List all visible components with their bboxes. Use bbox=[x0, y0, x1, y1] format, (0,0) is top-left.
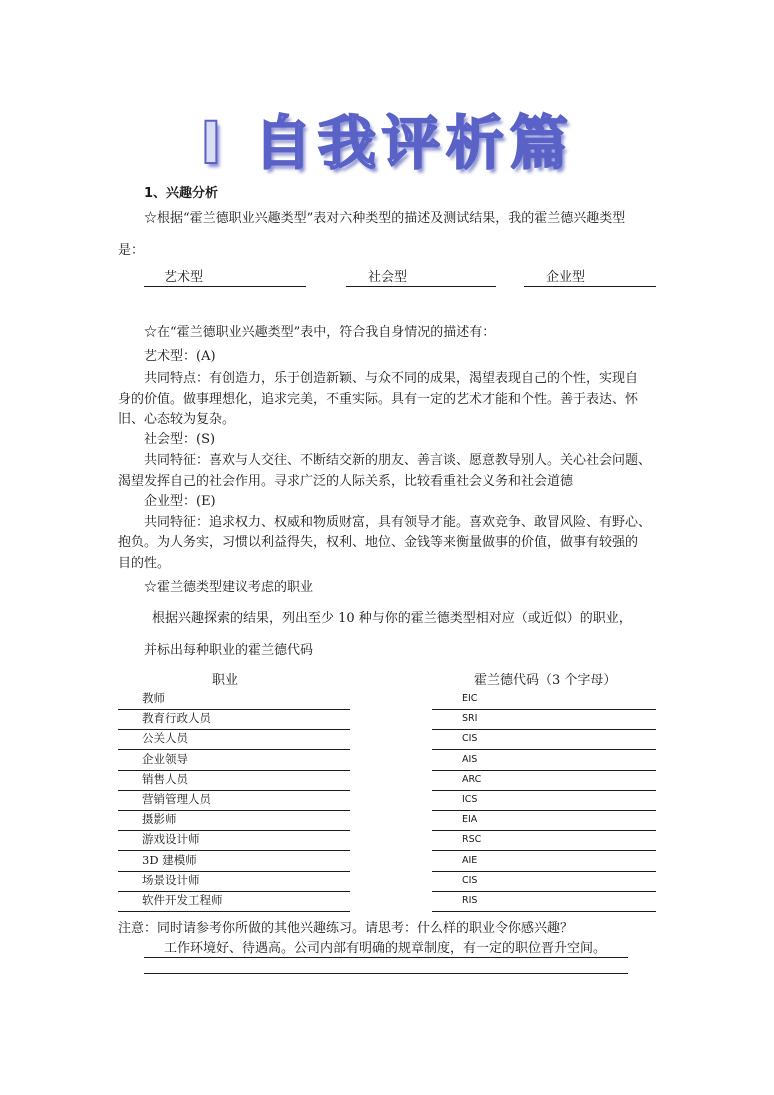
job-cell[interactable] bbox=[118, 811, 350, 831]
column-header-code: 霍兰德代码（3 个字母） bbox=[474, 673, 617, 688]
column-header-job: 职业 bbox=[212, 673, 239, 688]
job-cell[interactable] bbox=[118, 872, 350, 892]
social-label: 社会型：(S) bbox=[144, 432, 216, 447]
job-value: 3D 建模师 bbox=[142, 853, 197, 867]
careers-intro-line-1: 根据兴趣探索的结果，列出至少 10 种与你的霍兰德类型相对应（或近似）的职业， bbox=[152, 611, 632, 626]
job-value: 场景设计师 bbox=[142, 873, 200, 887]
type-field-3[interactable] bbox=[524, 266, 656, 287]
code-value: RSC bbox=[462, 834, 482, 845]
social-line-1: 共同特征：喜欢与人交往、不断结交新的朋友、善言谈、愿意教导别人。关心社会问题、 bbox=[144, 453, 652, 468]
code-cell[interactable] bbox=[432, 831, 656, 851]
enterprising-line-3: 目的性。 bbox=[118, 556, 171, 571]
code-cell[interactable] bbox=[432, 710, 656, 730]
job-value: 摄影师 bbox=[142, 812, 177, 826]
job-cell[interactable] bbox=[118, 751, 350, 771]
job-cell[interactable] bbox=[118, 892, 350, 912]
artistic-line-2: 身的价值。做事理想化，追求完美，不重实际。具有一定的艺术才能和个性。善于表达、怀 bbox=[118, 392, 639, 407]
code-value: RIS bbox=[462, 895, 478, 906]
job-cell[interactable] bbox=[118, 730, 350, 750]
job-value: 企业领导 bbox=[142, 752, 188, 766]
code-cell[interactable] bbox=[432, 690, 656, 710]
type-value-3: 企业型 bbox=[546, 270, 586, 285]
enterprising-line-2: 抱负。为人务实，习惯以利益得失，权利、地位、金钱等来衡量做事的价值，做事有较强的 bbox=[118, 535, 639, 550]
code-cell[interactable] bbox=[432, 730, 656, 750]
careers-heading: ☆霍兰德类型建议考虑的职业 bbox=[144, 580, 314, 595]
job-value: 营销管理人员 bbox=[142, 792, 211, 806]
code-value: AIE bbox=[462, 855, 478, 866]
intro-line-1: ☆根据“霍兰德职业兴趣类型”表对六种类型的描述及测试结果，我的霍兰德兴趣类型 bbox=[144, 211, 626, 226]
code-value: EIC bbox=[462, 693, 478, 704]
enterprising-line-1: 共同特征：追求权力、权威和物质财富，具有领导才能。喜欢竞争、敢冒风险、有野心、 bbox=[144, 515, 652, 530]
type-field-2[interactable] bbox=[346, 266, 496, 287]
job-value: 软件开发工程师 bbox=[142, 893, 223, 907]
note-text: 注意：同时请参考你所做的其他兴趣练习。请思考：什么样的职业令你感兴趣？ bbox=[118, 921, 574, 936]
artistic-label: 艺术型：(A) bbox=[144, 349, 216, 364]
job-cell[interactable] bbox=[118, 771, 350, 791]
code-value: AIS bbox=[462, 754, 478, 765]
code-value: ICS bbox=[462, 794, 478, 805]
page-title: I 自我评析篇 bbox=[200, 109, 574, 177]
code-cell[interactable] bbox=[432, 751, 656, 771]
job-value: 游戏设计师 bbox=[142, 832, 200, 846]
enterprising-label: 企业型：(E) bbox=[144, 494, 216, 509]
artistic-line-3: 旧、心态较为复杂。 bbox=[118, 412, 236, 427]
social-line-2: 渴望发挥自己的社会作用。寻求广泛的人际关系，比较看重社会义务和社会道德 bbox=[118, 474, 574, 489]
careers-intro-line-2: 并标出每种职业的霍兰德代码 bbox=[144, 643, 314, 658]
code-value: EIA bbox=[462, 814, 478, 825]
type-field-1[interactable] bbox=[144, 266, 306, 287]
type-value-2: 社会型 bbox=[368, 270, 408, 285]
artistic-line-1: 共同特点：有创造力，乐于创造新颖、与众不同的成果，渴望表现自己的个性，实现自 bbox=[144, 371, 639, 386]
code-value: SRI bbox=[462, 713, 478, 724]
answer-text: 工作环境好、待遇高。公司内部有明确的规章制度，有一定的职位晋升空间。 bbox=[164, 941, 607, 956]
section-heading: 1、兴趣分析 bbox=[144, 186, 219, 201]
job-value: 教师 bbox=[142, 691, 165, 705]
code-cell[interactable] bbox=[432, 892, 656, 912]
job-cell[interactable] bbox=[118, 690, 350, 710]
code-cell[interactable] bbox=[432, 811, 656, 831]
code-cell[interactable] bbox=[432, 791, 656, 811]
code-value: ARC bbox=[462, 774, 482, 785]
job-cell[interactable] bbox=[118, 710, 350, 730]
code-value: CIS bbox=[462, 733, 478, 744]
code-cell[interactable] bbox=[432, 771, 656, 791]
code-cell[interactable] bbox=[432, 872, 656, 892]
code-cell[interactable] bbox=[432, 852, 656, 872]
job-cell[interactable] bbox=[118, 831, 350, 851]
answer-blank-line[interactable] bbox=[144, 953, 628, 974]
job-cell[interactable] bbox=[118, 791, 350, 811]
code-value: CIS bbox=[462, 875, 478, 886]
job-value: 教育行政人员 bbox=[142, 711, 211, 725]
intro-line-2: 是： bbox=[118, 243, 145, 258]
job-value: 销售人员 bbox=[142, 772, 188, 786]
job-value: 公关人员 bbox=[142, 731, 188, 745]
type-value-1: 艺术型 bbox=[164, 270, 204, 285]
matching-heading: ☆在“霍兰德职业兴趣类型”表中，符合我自身情况的描述有： bbox=[144, 325, 496, 340]
job-cell[interactable] bbox=[118, 852, 350, 872]
